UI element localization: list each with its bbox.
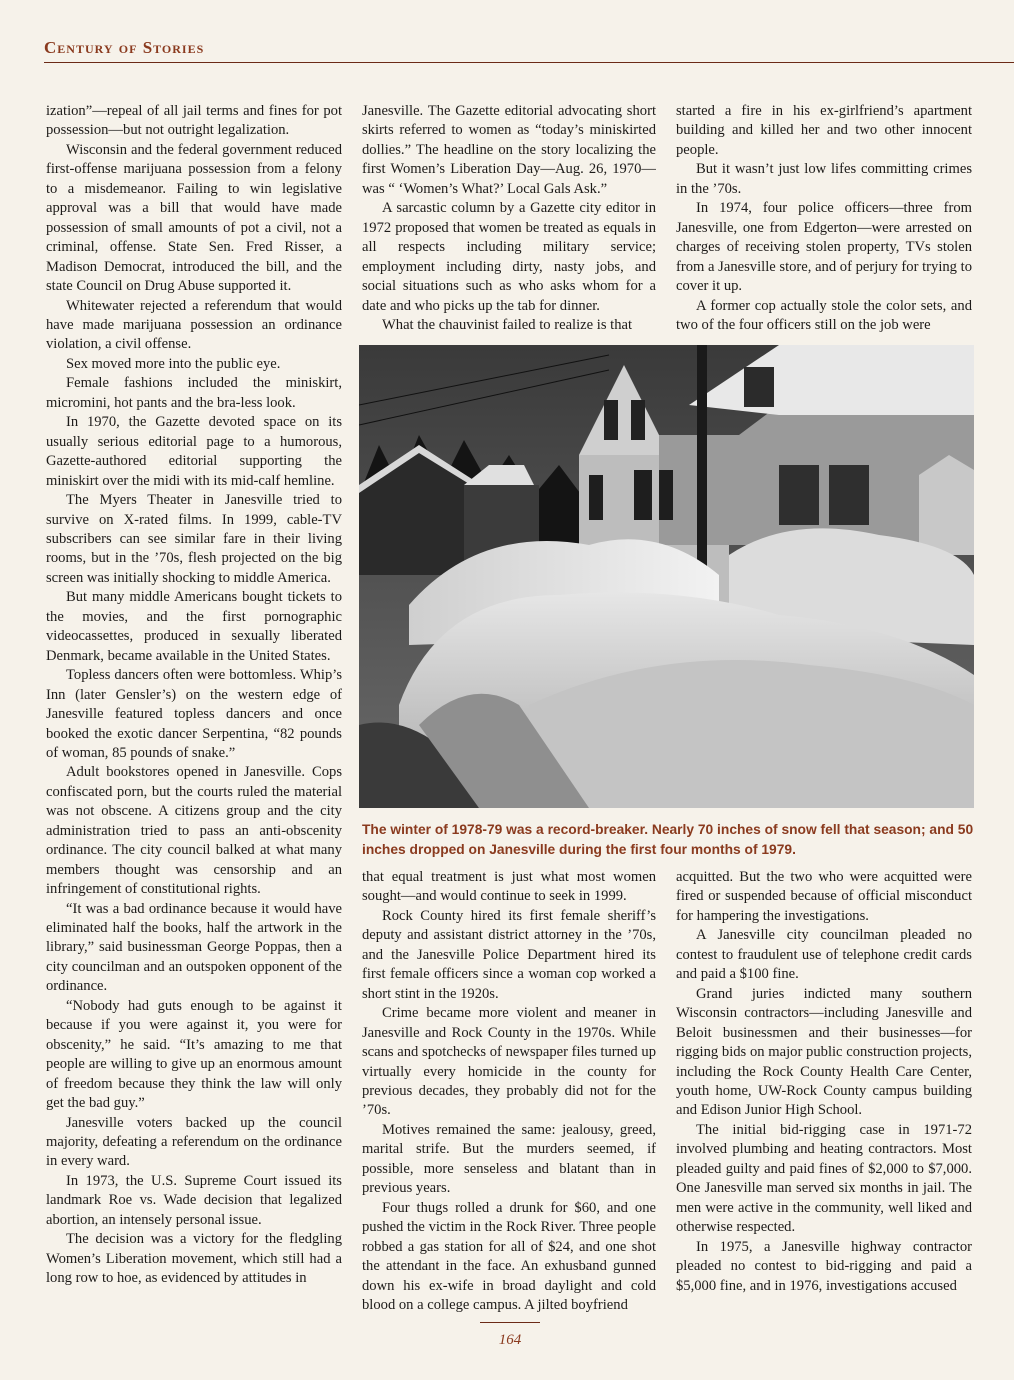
paragraph: In 1970, the Gazette devoted space on its usually serious editorial page to a humorous, Gazette-authored editorial supporting the miniskirt over the midi with its mid-calf hemline. [46,414,342,489]
paragraph: The Myers Theater in Janesville tried to survive on X-rated films. In 1999, cable-TV subscribers can see similar fare in their living rooms, but in the ’70s, flesh projected on the big screen was initially shocking to middle America. [46,492,342,586]
column-2-top [362,102,656,340]
column-2-bottom [362,868,656,1313]
paragraph: Wisconsin and the federal government reduced first-offense marijuana possession from a felony to a misdemeanor. Failing to win legislative approval was a bill that would have made possession of small amounts of pot a civil, not a criminal, offense. State Sen. Fred Risser, a Madison Democrat, introduced the bill, and the state Council on Drug Abuse supported it. [46,141,342,295]
footer-rule [480,1322,540,1323]
paragraph: Whitewater rejected a referendum that would have made marijuana possession an ordinance violation, a civil offense. [46,297,342,353]
paragraph: What the chauvinist failed to realize is that [382,316,633,333]
paragraph: But many middle Americans bought tickets to the movies, and the first pornographic videocassettes, produced in sexually liberated Denmark, became available in the United States. [46,589,342,664]
paragraph: Female fashions included the miniskirt, micromini, hot pants and the bra-less look. [46,375,342,411]
paragraph: The initial bid-rigging case in 1971-72 involved plumbing and heating contractors. Most pleaded guilty and paid fines of $2,000 to $7,000. One Janesville man served six months in jail. The men were active in the community, well liked and otherwise respected. [676,1121,972,1236]
column-3-bottom [676,868,972,1298]
column-3-top [676,102,972,340]
paragraph: Rock County hired its first female sheriff’s deputy and assistant district attorney in the ’70s, and the Janesville Police Department hired its first female officers since a woman cop worked a short stint in the 1920s. [362,907,656,1002]
paragraph: started a fire in his ex-girlfriend’s apartment building and killed her and two other innocent people. [676,103,972,158]
running-header: Century of Stories [44,38,205,57]
paragraph: Janesville. The Gazette editorial advocating short skirts referred to women as “today’s miniskirted dollies.” The headline on the story localizing the first Women’s Liberation Day—Aug. 26, 1970—was “ ‘Women’s What?’ Local Gals Ask.” [362,103,656,197]
paragraph: Four thugs rolled a drunk for $60, and one pushed the victim in the Rock River. Three people robbed a gas station for all of $24, and one shot the attendant in the face. An exhusband gunned down his ex-wife in broad daylight and cold blood on a college campus. A jilted boyfriend [362,1199,656,1313]
snow-photo [359,345,974,808]
paragraph: that equal treatment is just what most women sought—and would continue to seek in 1999. [362,869,656,905]
header-rule [44,62,1014,63]
paragraph: Crime became more violent and meaner in Janesville and Rock County in the 1970s. While scans and spotchecks of newspaper files turned up virtually every homicide in the county for previous decades, they probably did not for the ’70s. [362,1005,656,1119]
paragraph: Grand juries indicted many southern Wisconsin contractors—including Janesville and Beloit businessmen and their businesses—for rigging bids on major public construction projects, including the Rock County Health Care Center, youth home, UW-Rock County campus building and Edison Junior High School. [676,985,972,1119]
paragraph: acquitted. But the two who were acquitted were fired or suspended because of official misconduct for hampering the investigations. [676,869,972,924]
paragraph: Adult bookstores opened in Janesville. Cops confiscated porn, but the courts ruled the material was not obscene. A citizens group and the city administration tried to pass an anti-obscenity ordinance. The city council balked at what many members thought was censorship and an infringement of constitutional rights. [46,764,342,898]
paragraph: ization”—repeal of all jail terms and fines for pot possession—but not outright legalization. [46,103,342,139]
column-1 [46,102,342,1297]
paragraph: Topless dancers often were bottomless. Whip’s Inn (later Gensler’s) on the western edge of Janesville featured topless dancers and once booked the exotic dancer Serpentina, “82 pounds of woman, 85 pounds of snake.” [46,667,342,761]
paragraph: The decision was a victory for the fledgling Women’s Liberation movement, which still had a long row to hoe, as evidenced by attitudes in [46,1231,342,1287]
paragraph: “It was a bad ordinance because it would have eliminated half the books, half the artwork in the library,” said businessman George Poppas, then a city councilman and an outspoken opponent of the ordinance. [46,900,342,995]
paragraph: “Nobody had guts enough to be against it because if you were against it, you were for obscenity,” he said. “It’s amazing to me that people are willing to give up an enormous amount of freedom because they think the law will only get the bad guy.” [46,997,342,1112]
paragraph: In 1975, a Janesville highway contractor pleaded no contest to bid-rigging and paid a $5,000 fine, and in 1976, investigations accused [676,1238,972,1294]
paragraph: A sarcastic column by a Gazette city editor in 1972 proposed that women be treated as equals in all respects including military service; employment including dirty, nasty jobs, and social situations such as who asks whom for a date and who picks up the tab for dinner. [362,200,656,314]
paragraph: But it wasn’t just low lifes committing crimes in the ’70s. [676,161,972,197]
paragraph: A Janesville city councilman pleaded no contest to fraudulent use of telephone credit cards and paid a $100 fine. [676,927,972,983]
paragraph: A former cop actually stole the color sets, and two of the four officers still on the job were [676,297,972,333]
paragraph: Sex moved more into the public eye. [66,355,281,372]
paragraph: In 1974, four police officers—three from Janesville, one from Edgerton—were arrested on charges of receiving stolen property, TVs stolen from a Janesville store, and of perjury for trying to cover it up. [676,200,972,295]
paragraph: In 1973, the U.S. Supreme Court issued its landmark Roe vs. Wade decision that legalized abortion, an intensely personal issue. [46,1172,342,1228]
paragraph: Janesville voters backed up the council majority, defeating a referendum on the ordinance in every ward. [46,1114,342,1170]
paragraph: Motives remained the same: jealousy, greed, marital strife. But the murders seemed, if possible, more senseless and blatant than in previous years. [362,1121,656,1197]
page-number: 164 [498,1332,522,1348]
photo-caption: The winter of 1978-79 was a record-breaker. Nearly 70 inches of snow fell that season; and 50 inches dropped on Janesville during the first four months of 1979. [362,822,974,857]
